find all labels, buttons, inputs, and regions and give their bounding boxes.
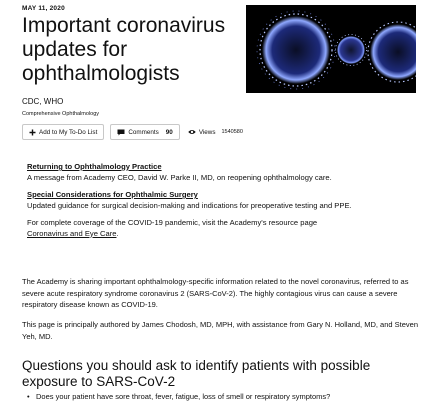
small-virus xyxy=(336,35,367,66)
views-label: Views xyxy=(198,128,216,136)
views-counter xyxy=(188,129,243,136)
views-count: 1540580 xyxy=(221,129,243,135)
intro-paragraph: The Academy is sharing important ophthalmology-specific information related to the novel coronavirus, referred to as severe acute respiratory syndrome coronavirus 2 (SARS-CoV-2). The highly contagious virus can cause a severe respiratory disease known as COVID-19. xyxy=(22,277,409,309)
coverage-end: . xyxy=(116,228,119,238)
coronavirus-eye-care-link[interactable]: Coronavirus and Eye Care xyxy=(27,228,117,238)
comments-count: 90 xyxy=(165,128,173,136)
comments-label: Comments xyxy=(128,128,159,136)
article-actions xyxy=(22,124,243,140)
coverage-text: For complete coverage of the COVID-19 pandemic, visit the Academy's resource page xyxy=(27,218,318,227)
virus-illustration xyxy=(246,5,416,93)
large-virus xyxy=(257,11,335,89)
eye-icon xyxy=(188,129,196,135)
plus-icon xyxy=(29,129,36,136)
surgery-considerations-link[interactable]: Special Considerations for Ophthalmic Surgery xyxy=(27,190,198,199)
returning-to-practice-text: A message from Academy CEO, David W. Parke II, MD, on reopening ophthalmology care. xyxy=(27,172,332,182)
coverage-paragraph xyxy=(27,218,427,239)
right-virus xyxy=(368,22,416,82)
comment-icon xyxy=(117,129,125,136)
comments-button[interactable] xyxy=(110,124,179,140)
list-item: • Does your patient have sore throat, fever, fatigue, loss of smell or respiratory symptoms? xyxy=(36,392,330,401)
notice-box xyxy=(27,162,427,239)
hero-image xyxy=(246,5,416,93)
article-authors: CDC, WHO xyxy=(22,97,64,106)
add-to-todo-label: Add to My To-Do List xyxy=(39,128,98,136)
returning-to-practice-link[interactable]: Returning to Ophthalmology Practice xyxy=(27,162,162,171)
article-date: MAY 11, 2020 xyxy=(22,5,65,12)
authorship-paragraph: This page is principally authored by James Chodosh, MD, MPH, with assistance from Gary N. Holland, MD, and Steven Yeh, MD. xyxy=(22,320,418,341)
add-to-todo-button[interactable] xyxy=(22,124,104,140)
article-source: Comprehensive Ophthalmology xyxy=(22,111,100,117)
article-title: Important coronavirus updates for ophthalmologists xyxy=(22,14,226,85)
surgery-considerations-text: Updated guidance for surgical decision-making and indications for preoperative testing and PPE. xyxy=(27,200,352,210)
section-heading: Questions you should ask to identify patients with possible exposure to SARS-CoV-2 xyxy=(22,358,371,389)
